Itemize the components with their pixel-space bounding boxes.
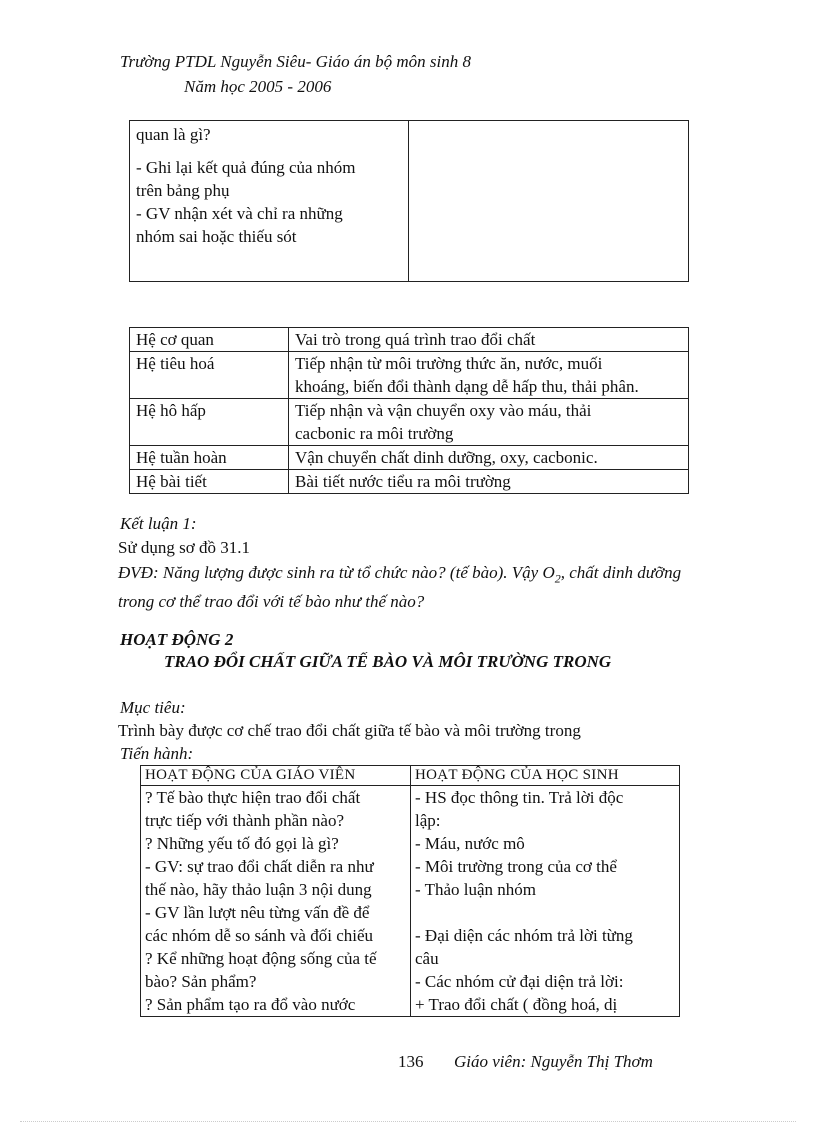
header-cell-teacher: HOẠT ĐỘNG CỦA GIÁO VIÊN xyxy=(141,766,411,786)
problem-text-2: , chất dinh dưỡng trong cơ thể trao đổi với tế bào như thế nào? xyxy=(118,563,682,612)
page-edge-divider xyxy=(20,1121,796,1122)
text-line: - GV nhận xét và chỉ ra những xyxy=(136,204,343,223)
teacher-line: ? Sản phẩm tạo ra đổ vào nước xyxy=(141,993,411,1017)
table-header-row xyxy=(130,328,689,352)
table-row xyxy=(141,878,680,901)
header-cell: Hệ cơ quan xyxy=(130,328,289,352)
oxygen-subscript: 2 xyxy=(554,571,561,586)
problem-statement xyxy=(118,561,718,613)
student-line: - Thảo luận nhóm xyxy=(411,878,680,901)
student-activity-cell xyxy=(409,121,689,282)
table-row xyxy=(130,352,689,399)
teacher-line: - GV lần lượt nêu từng vấn đề để xyxy=(141,901,411,924)
teacher-activity-cell xyxy=(130,121,409,282)
text-line: trên bảng phụ xyxy=(136,181,230,200)
table-row xyxy=(141,901,680,924)
page-number: 136 xyxy=(398,1052,424,1071)
problem-text-1: ĐVĐ: Năng lượng được sinh ra từ tổ chức nào? (tế bào). Vậy O xyxy=(118,563,555,582)
objective-label: Mục tiêu: xyxy=(120,698,186,717)
student-line: - HS đọc thông tin. Trả lời độc xyxy=(411,786,680,810)
diagram-usage: Sử dụng sơ đồ 31.1 xyxy=(118,538,251,557)
teacher-line: thế nào, hãy thảo luận 3 nội dung xyxy=(141,878,411,901)
role-line: Tiếp nhận từ môi trường thức ăn, nước, muối xyxy=(295,354,603,373)
teacher-line: ? Tế bào thực hiện trao đổi chất xyxy=(141,786,411,810)
table-row xyxy=(141,924,680,947)
system-cell: Hệ tiêu hoá xyxy=(130,352,289,399)
table-row xyxy=(141,970,680,993)
header-cell: Vai trò trong quá trình trao đổi chất xyxy=(289,328,689,352)
table-row xyxy=(141,832,680,855)
teacher-line: trực tiếp với thành phần nào? xyxy=(141,809,411,832)
student-line: - Các nhóm cử đại diện trả lời: xyxy=(411,970,680,993)
teacher-line: ? Những yếu tố đó gọi là gì? xyxy=(141,832,411,855)
table-row xyxy=(141,993,680,1017)
teacher-line: - GV: sự trao đổi chất diễn ra như xyxy=(141,855,411,878)
table-row xyxy=(130,399,689,446)
table-row xyxy=(141,855,680,878)
teacher-line: ? Kể những hoạt động sống của tế xyxy=(141,947,411,970)
student-line: lập: xyxy=(411,809,680,832)
table-row xyxy=(141,947,680,970)
header-year: Năm học 2005 - 2006 xyxy=(184,77,332,96)
role-line: Tiếp nhận và vận chuyển oxy vào máu, thải xyxy=(295,401,592,420)
conclusion-title: Kết luận 1: xyxy=(120,514,197,533)
text-line: - Ghi lại kết quả đúng của nhóm xyxy=(136,158,356,177)
student-line: - Máu, nước mô xyxy=(411,832,680,855)
student-line: - Đại diện các nhóm trả lời từng xyxy=(411,924,680,947)
procedure-label: Tiến hành: xyxy=(120,744,194,763)
student-line xyxy=(411,901,680,924)
student-line: - Môi trường trong của cơ thể xyxy=(411,855,680,878)
teacher-line: các nhóm dễ so sánh và đối chiếu xyxy=(141,924,411,947)
activity-heading: HOẠT ĐỘNG 2 xyxy=(120,630,234,649)
table-row xyxy=(130,470,689,494)
role-cell: Bài tiết nước tiểu ra môi trường xyxy=(289,470,689,494)
student-line: câu xyxy=(411,947,680,970)
role-line: cacbonic ra môi trường xyxy=(295,424,454,443)
header-cell-student: HOẠT ĐỘNG CỦA HỌC SINH xyxy=(411,766,680,786)
role-line: khoáng, biến đổi thành dạng dễ hấp thu, thải phân. xyxy=(295,377,639,396)
activity-title: TRAO ĐỔI CHẤT GIỮA TẾ BÀO VÀ MÔI TRƯỜNG TRONG xyxy=(164,652,612,671)
text-line: quan là gì? xyxy=(136,125,211,144)
table-row xyxy=(141,786,680,810)
footer-teacher: Giáo viên: Nguyễn Thị Thơm xyxy=(454,1052,653,1071)
text-line: nhóm sai hoặc thiếu sót xyxy=(136,227,297,246)
role-cell: Vận chuyển chất dinh dưỡng, oxy, cacbonic. xyxy=(289,446,689,470)
table-row xyxy=(141,809,680,832)
system-cell: Hệ hô hấp xyxy=(130,399,289,446)
objective-text: Trình bày được cơ chế trao đổi chất giữa tế bào và môi trường trong xyxy=(118,721,581,740)
activity-table xyxy=(140,765,680,1017)
organ-system-table xyxy=(129,327,689,494)
role-cell xyxy=(289,399,689,446)
teacher-line: bào? Sản phẩm? xyxy=(141,970,411,993)
role-cell xyxy=(289,352,689,399)
system-cell: Hệ bài tiết xyxy=(130,470,289,494)
table-row xyxy=(130,446,689,470)
table-header-row xyxy=(141,766,680,786)
activity-table-continued xyxy=(129,120,689,282)
system-cell: Hệ tuần hoàn xyxy=(130,446,289,470)
student-line: + Trao đổi chất ( đồng hoá, dị xyxy=(411,993,680,1017)
header-school: Trường PTDL Nguyễn Siêu- Giáo án bộ môn sinh 8 xyxy=(120,52,471,71)
